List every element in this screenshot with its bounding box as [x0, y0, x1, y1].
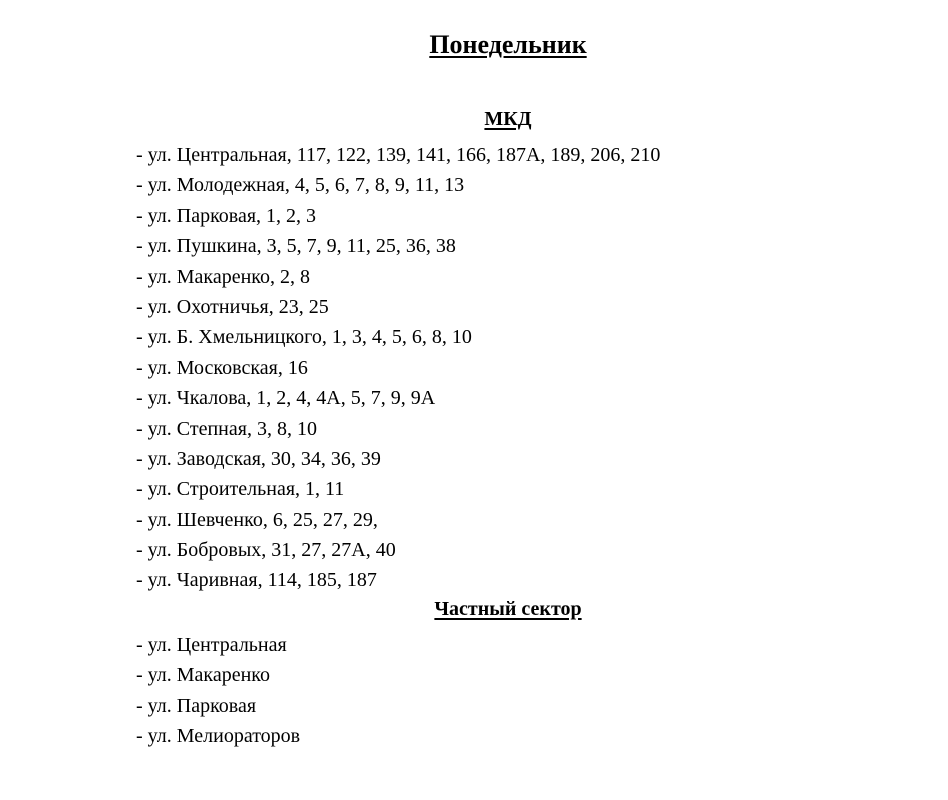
list-item: - ул. Парковая [136, 694, 257, 717]
list-item: - ул. Пушкина, 3, 5, 7, 9, 11, 25, 36, 38 [136, 235, 456, 258]
list-item: - ул. Б. Хмельницкого, 1, 3, 4, 5, 6, 8, 10 [136, 326, 472, 349]
section-heading-private-sector: Частный сектор [434, 598, 582, 620]
list-item: - ул. Шевченко, 6, 25, 27, 29, [136, 508, 378, 531]
section-heading-mkd: МКД [484, 108, 532, 130]
list-item: - ул. Чкалова, 1, 2, 4, 4А, 5, 7, 9, 9А [136, 387, 436, 410]
list-item: - ул. Московская, 16 [136, 356, 308, 379]
list-item: - ул. Мелиораторов [136, 725, 301, 748]
street-list-private-sector [136, 630, 300, 752]
list-item: - ул. Охотничья, 23, 25 [136, 295, 329, 318]
page-title: Понедельник [429, 30, 587, 59]
list-item: - ул. Степная, 3, 8, 10 [136, 417, 317, 440]
list-item: - ул. Парковая, 1, 2, 3 [136, 204, 317, 227]
list-item: - ул. Макаренко, 2, 8 [136, 265, 310, 288]
list-item: - ул. Центральная, 117, 122, 139, 141, 166, 187А, 189, 206, 210 [136, 144, 661, 166]
street-list-mkd [136, 140, 660, 596]
list-item: - ул. Центральная [136, 634, 287, 656]
list-item: - ул. Макаренко [136, 664, 270, 687]
list-item: - ул. Молодежная, 4, 5, 6, 7, 8, 9, 11, 13 [136, 174, 465, 197]
list-item: - ул. Строительная, 1, 11 [136, 478, 345, 501]
list-item: - ул. Бобровых, 31, 27, 27А, 40 [136, 539, 396, 562]
list-item: - ул. Заводская, 30, 34, 36, 39 [136, 447, 381, 470]
list-item: - ул. Чаривная, 114, 185, 187 [136, 569, 377, 592]
